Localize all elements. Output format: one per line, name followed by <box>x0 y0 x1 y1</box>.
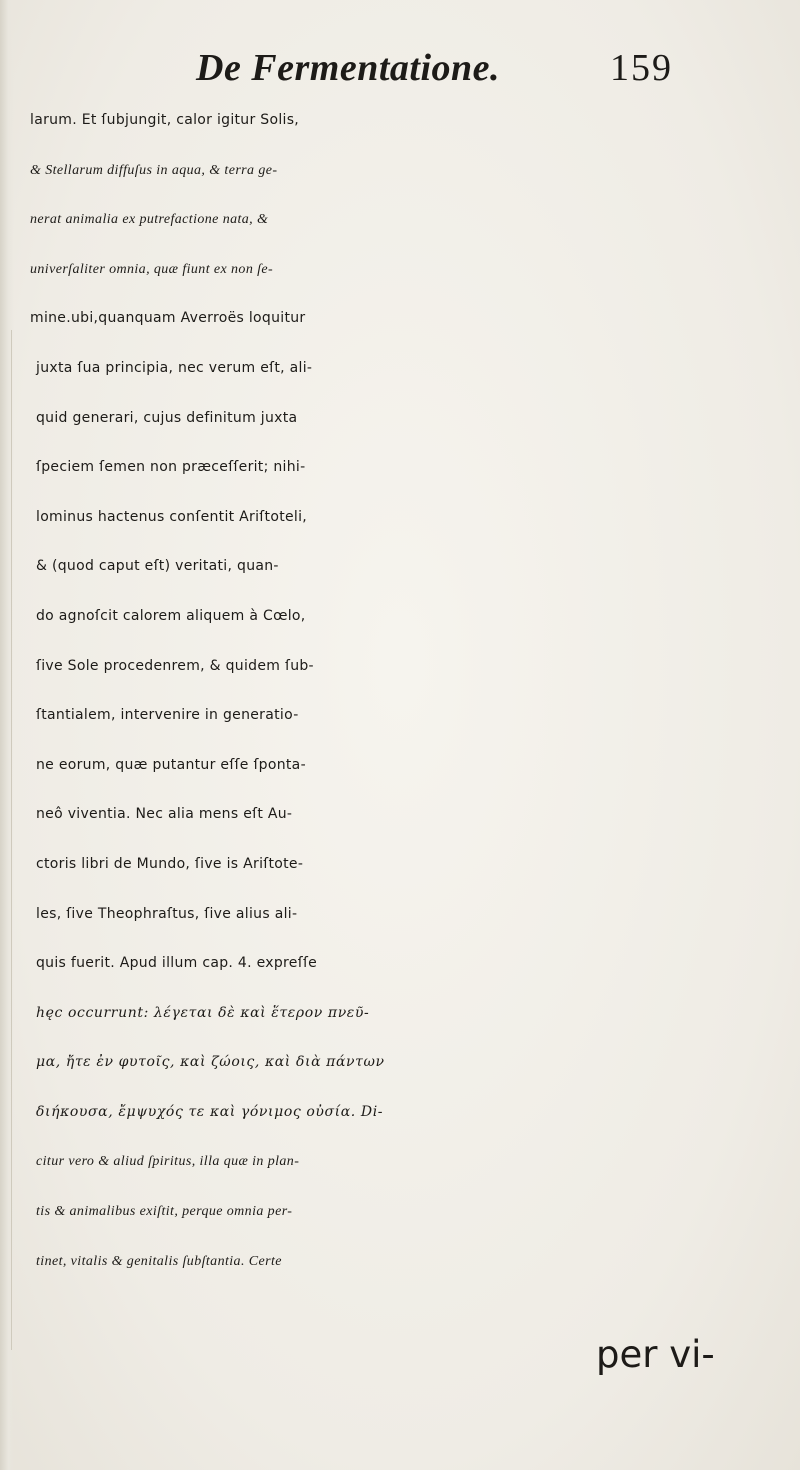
text-line: juxta ſua principia, nec verum eſt, ali- <box>36 359 313 376</box>
text-line: hęc occurrunt: λέγεται δὲ καὶ ἕτερον πνεῦ- <box>36 1004 370 1021</box>
text-line: ſive Sole procedenrem, & quidem ſub- <box>36 657 314 674</box>
text-line: tinet, vitalis & genitalis ſubſtantia. Certe <box>36 1253 282 1269</box>
catchword: per vi- <box>596 1333 715 1376</box>
text-line: διήκουσα, ἔμψυχός τε καὶ γόνιμος οὐσία. Di- <box>36 1103 384 1120</box>
page-fold-line <box>11 330 12 1350</box>
text-line: citur vero & aliud ſpiritus, illa quæ in plan- <box>36 1154 300 1170</box>
text-line: ctoris libri de Mundo, ſive is Ariſtote- <box>36 855 304 872</box>
running-head <box>0 36 800 92</box>
text-line: les, ſive Theophraſtus, ſive alius ali- <box>36 905 298 922</box>
body-text <box>30 96 792 1286</box>
running-title: De Fermentatione. <box>196 47 501 89</box>
text-line: quid generari, cujus definitum juxta <box>36 409 298 426</box>
text-line: ſpeciem ſemen non præceſſerit; nihi- <box>36 459 306 476</box>
text-line: tis & animalibus exiſtit, perque omnia per- <box>36 1204 293 1220</box>
text-line: ſtantialem, intervenire in generatio- <box>36 707 299 724</box>
text-line: mine.ubi,quanquam Averroës loquitur <box>30 310 306 327</box>
text-line: nerat animalia ex putrefactione nata, & <box>30 212 269 228</box>
text-line: & (quod caput eſt) veritati, quan- <box>36 558 279 575</box>
text-line: neô viventia. Nec alia mens eſt Au- <box>36 806 293 823</box>
text-line: ne eorum, quæ putantur eſſe ſponta- <box>36 756 306 773</box>
text-line: univerſaliter omnia, quæ fiunt ex non ſe- <box>30 261 274 277</box>
text-line: quis fuerit. Apud illum cap. 4. expreſſe <box>36 955 318 972</box>
page-number: 159 <box>610 47 673 89</box>
text-line: do agnoſcit calorem aliquem à Cœlo, <box>36 607 306 624</box>
text-line: & Stellarum diffuſus in aqua, & terra ge- <box>30 162 278 178</box>
text-line: larum. Et ſubjungit, calor igitur Solis, <box>30 112 300 128</box>
text-line: lominus hactenus conſentit Ariſtoteli, <box>36 508 308 525</box>
text-line: μα, ἤτε ἐν φυτοῖς, καὶ ζώοις, καὶ διὰ πάντων <box>36 1054 385 1071</box>
